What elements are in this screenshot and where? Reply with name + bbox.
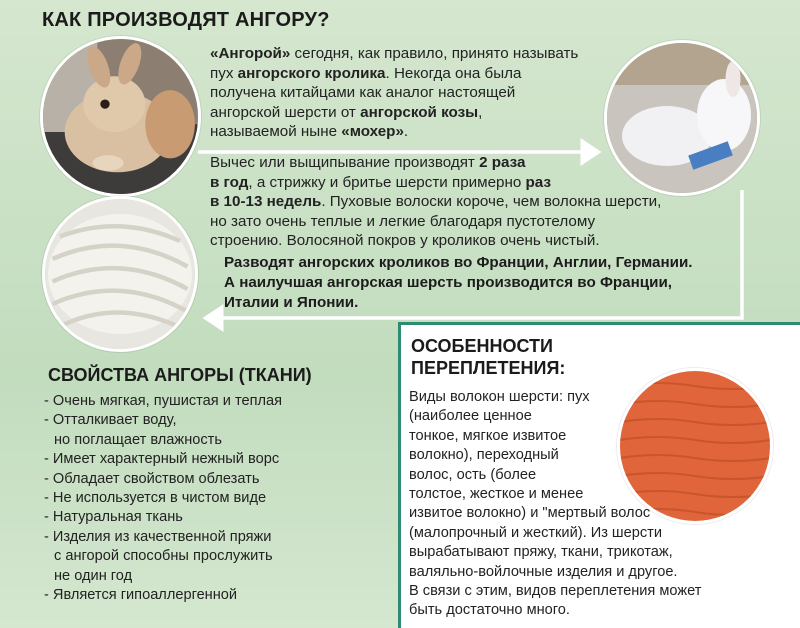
features-line: (наиболее ценное	[409, 408, 532, 425]
features-line: толстое, жесткое и менее	[409, 486, 584, 503]
paragraph-line: строению. Волосяной покров у кроликов очень чистый.	[210, 232, 600, 250]
features-heading-line1: ОСОБЕННОСТИ	[411, 336, 553, 356]
features-line: тонкое, мягкое извитое	[409, 427, 567, 444]
paragraph-line: «Ангорой» сегодня, как правило, принято называть	[210, 45, 579, 62]
features-heading-line2: ПЕРЕПЛЕТЕНИЯ:	[411, 358, 566, 378]
property-item: - Отталкивает воду,	[44, 412, 177, 429]
features-line: В связи с этим, видов переплетения может	[409, 583, 702, 600]
property-item: - Имеет характерный нежный ворс	[44, 451, 280, 468]
features-line: волос, ость (более	[409, 466, 537, 483]
angora-yarn-photo	[42, 196, 198, 352]
page-title: КАК ПРОИЗВОДЯТ АНГОРУ?	[42, 9, 330, 31]
paragraph-line: получена китайцами как аналог настоящей	[210, 84, 516, 102]
paragraph-line: в год, а стрижку и бритье шерсти примерно раз	[210, 173, 551, 191]
paragraph-line: ангорской шерсти от ангорской козы,	[210, 103, 483, 121]
property-item: - Очень мягкая, пушистая и теплая	[44, 393, 283, 409]
property-item: - Натуральная ткань	[44, 509, 183, 526]
property-item: - Является гипоаллергенной	[44, 587, 238, 604]
properties-list	[44, 392, 282, 605]
paragraph-line: в 10-13 недель. Пуховые волоски короче, чем волокна шерсти,	[210, 193, 662, 211]
properties-heading: СВОЙСТВА АНГОРЫ (ТКАНИ)	[48, 365, 312, 385]
shearing-paragraph	[210, 153, 730, 251]
features-line: быть достаточно много.	[409, 602, 570, 619]
property-item: но поглащает влажность	[54, 431, 222, 448]
features-line: вырабатывают пряжу, ткани, трикотаж,	[409, 544, 673, 561]
best-wool-note-line2: Италии и Японии.	[224, 294, 359, 311]
property-item: - Изделия из качественной пряжи	[44, 528, 272, 545]
paragraph-line: но зато очень теплые и легкие благодаря пустотелому	[210, 212, 596, 230]
rabbit-photo	[40, 36, 201, 197]
features-heading	[411, 335, 565, 379]
property-item: не один год	[54, 567, 133, 584]
breeding-note: Разводят ангорских кроликов во Франции, Англии, Германии.	[224, 254, 693, 271]
paragraph-line: Вычес или выщипывание производят 2 раза	[210, 154, 526, 171]
property-item: - Не используется в чистом виде	[44, 490, 267, 507]
features-line: извитое волокно) и "мертвый волос"	[409, 505, 656, 522]
property-item: с ангорой способны прослужить	[54, 548, 273, 565]
paragraph-line: называемой ныне «мохер».	[210, 123, 409, 141]
property-item: - Обладает свойством облезать	[44, 470, 260, 487]
features-line: волокно), переходный	[409, 447, 559, 464]
features-line: валяльно-войлочные изделия и другое.	[409, 563, 678, 580]
orange-knit-photo	[617, 368, 773, 524]
paragraph-line: пух ангорского кролика. Некогда она была	[210, 64, 522, 82]
features-line: (малопрочный и жесткий). Из шерсти	[409, 524, 663, 541]
intro-paragraph	[210, 44, 605, 142]
features-line: Виды волокон шерсти: пух	[409, 389, 590, 405]
best-wool-note-line1: А наилучшая ангорская шерсть производится во Франции,	[224, 274, 673, 291]
